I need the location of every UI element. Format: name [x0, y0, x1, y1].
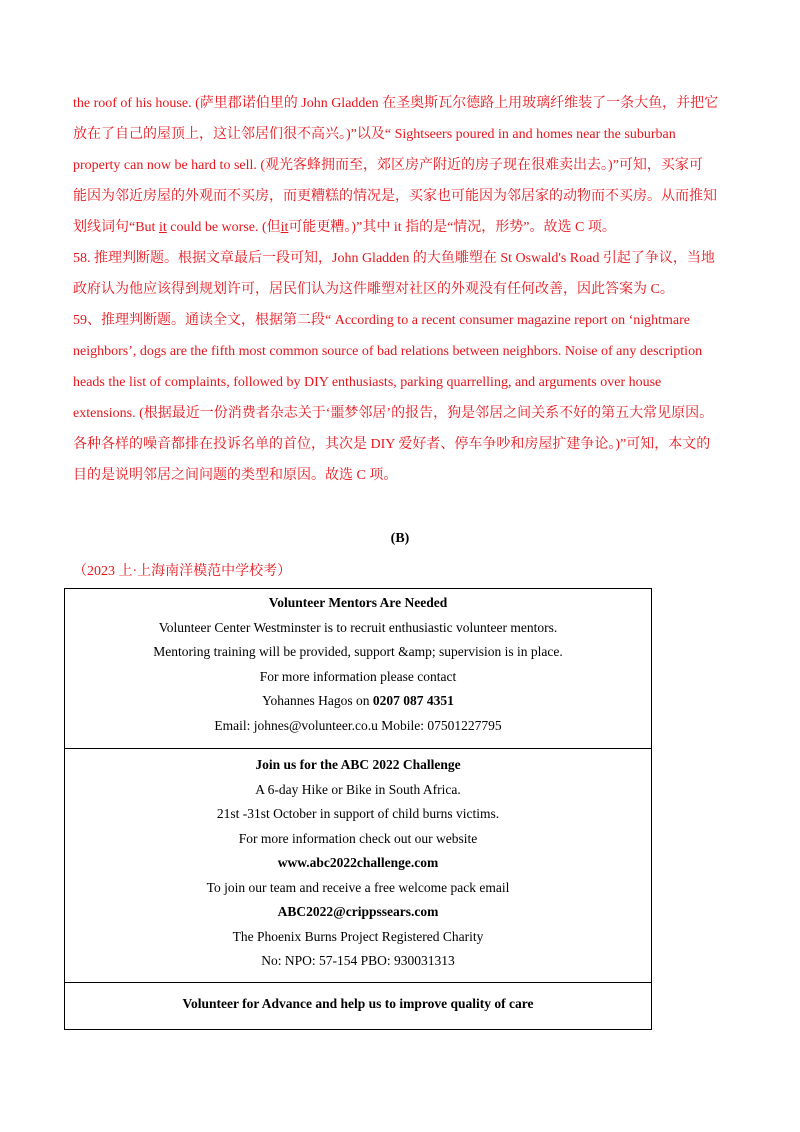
contact-phone: 0207 087 4351	[372, 693, 454, 708]
explanation-line: 放在了自己的屋顶上，这让邻居们很不高兴。)”以及“ Sightseers poured in and homes near the suburban	[73, 127, 676, 142]
section-label: (B)	[390, 531, 410, 546]
answer-59-line: 各种各样的噪音都排在投诉名单的首位，其次是 DIY 爱好者、停车争吵和房屋扩建争论。)”可知，本文的	[73, 437, 711, 452]
answer-59-line: 59、推理判断题。通读全文，根据第二段“ According to a recent consumer magazine report on ‘nightmare	[73, 313, 691, 328]
source-note: （2023 上·上海南洋模范中学校考）	[73, 564, 292, 579]
ad-title: Volunteer Mentors Are Needed	[268, 595, 448, 610]
explanation-line: the roof of his house. (萨里郡诺伯里的 John Gladden 在圣奥斯瓦尔德路上用玻璃纤维装了一条大鱼，并把它	[73, 96, 719, 111]
answer-59-line: extensions. (根据最近一份消费者杂志关于‘噩梦邻居’的报告，狗是邻居之间关系不好的第五大常见原因。	[73, 406, 714, 421]
explanation-line: property can now be hard to sell. (观光客蜂拥而至，郊区房产附近的房子现在很难卖出去。)”可知，买家可	[73, 158, 703, 173]
ad-title: Join us for the ABC 2022 Challenge	[255, 757, 461, 772]
answer-58-line: 58. 推理判断题。根据文章最后一段可知，John Gladden 的大鱼雕塑在 St Oswald's Road 引起了争议，当地	[73, 251, 715, 266]
ad-line: No: NPO: 57-154 PBO: 930031313	[261, 953, 455, 968]
ad-line: 21st -31st October in support of child burns victims.	[216, 806, 500, 821]
website-link: www.abc2022challenge.com	[277, 855, 439, 870]
ad-volunteer-advance	[65, 983, 651, 1029]
contact-name: Yohannes Hagos on	[262, 693, 373, 708]
answer-58-line: 政府认为他应该得到规划许可，居民们认为这件雕塑对社区的外观没有任何改善，因此答案为 C。	[73, 282, 674, 297]
answer-59-line: 目的是说明邻居之间问题的类型和原因。故选 C 项。	[73, 468, 398, 483]
explanation-line: 能因为邻近房屋的外观而不买房，而更糟糕的情况是，买家也可能因为邻居家的动物而不买房。从而推知	[73, 189, 717, 204]
explanation-line	[73, 212, 733, 243]
ad-abc-challenge	[65, 749, 651, 983]
explanation-block	[73, 88, 733, 491]
ad-line: To join our team and receive a free welcome pack email	[206, 879, 510, 895]
underlined-word: it	[280, 220, 289, 235]
text-fragment: 可能更糟。)”其中 it 指的是“情况，形势”。故选 C 项。	[288, 220, 616, 235]
advertisement-table	[64, 588, 652, 1030]
ad-line: A 6-day Hike or Bike in South Africa.	[255, 781, 461, 797]
text-fragment: could be worse. (但	[166, 220, 281, 235]
ad-line: Volunteer Center Westminster is to recruit enthusiastic volunteer mentors.	[158, 619, 558, 635]
underlined-word: it	[158, 220, 167, 235]
ad-line: The Phoenix Burns Project Registered Charity	[232, 928, 484, 944]
ad-line: For more information check out our website	[238, 830, 478, 846]
answer-59-line: heads the list of complaints, followed by DIY enthusiasts, parking quarrelling, and arguments over house	[73, 375, 662, 390]
email-address: ABC2022@crippssears.com	[277, 904, 439, 919]
ad-line: Email: johnes@volunteer.co.u Mobile: 07501227795	[214, 717, 502, 733]
answer-59-line: neighbors’, dogs are the fifth most common source of bad relations between neighbors. Noise of any description	[73, 344, 703, 359]
ad-volunteer-mentors	[65, 589, 651, 749]
ad-title: Volunteer for Advance and help us to improve quality of care	[182, 996, 534, 1011]
ad-contact-line	[65, 689, 651, 714]
ad-line: For more information please contact	[259, 668, 457, 684]
text-fragment: 划线词句“But	[73, 220, 159, 235]
ad-line: Mentoring training will be provided, support &amp; supervision is in place.	[153, 644, 563, 659]
